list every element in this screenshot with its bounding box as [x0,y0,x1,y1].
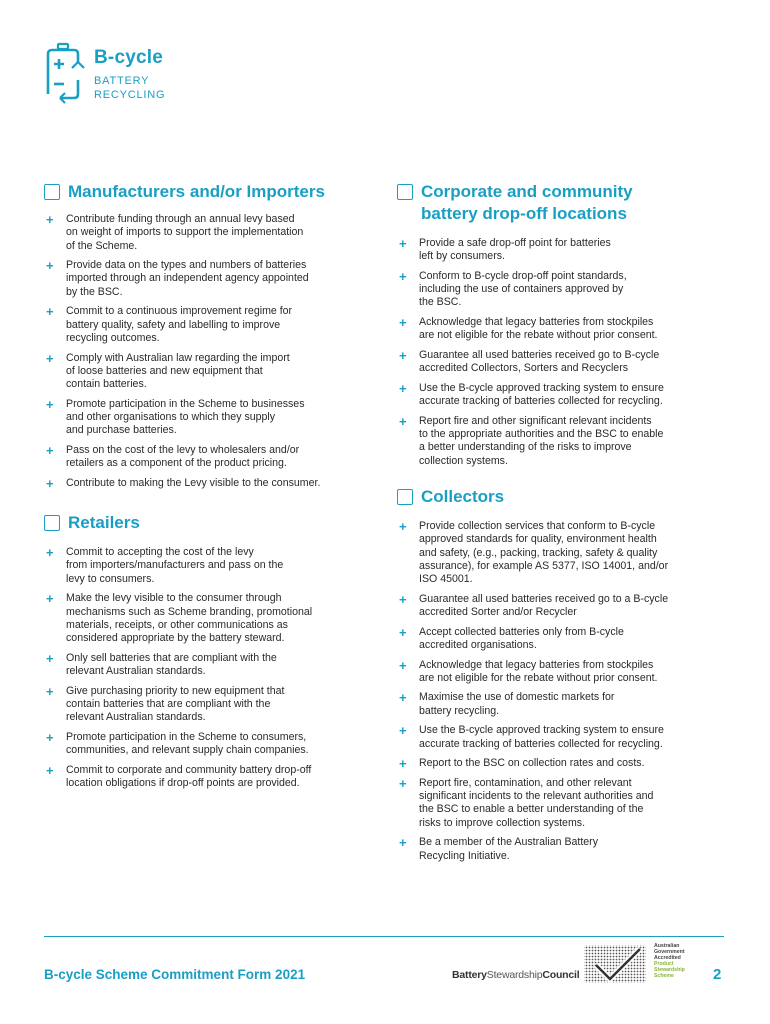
plus-bullet-icon: + [399,756,407,772]
list-item: + Guarantee all used batteries received go to B-cycle accredited Collectors, Sorters and Recyclers [399,347,660,375]
plus-bullet-icon: + [46,442,54,458]
checkbox-icon[interactable] [397,184,413,200]
section-heading [44,181,374,203]
list-item: + Comply with Australian law regarding the import of loose batteries and new equipment that contain batteries. [46,350,290,391]
plus-bullet-icon: + [399,624,407,640]
government-accreditation-text: Australian Government Accredited Product Stewardship Scheme [654,943,685,979]
section-heading [397,486,727,508]
section-title: Corporate and community battery drop-off locations [421,182,633,223]
plus-bullet-icon: + [46,762,54,778]
plus-bullet-icon: + [46,683,54,699]
list-item: + Accept collected batteries only from B-cycle accredited organisations. [399,624,624,651]
checkbox-icon[interactable] [44,184,60,200]
footer-title: B-cycle Scheme Commitment Form 2021 [44,967,306,982]
plus-bullet-icon: + [399,347,407,363]
list-item: + Use the B-cycle approved tracking system to ensure accurate tracking of batteries collected for recycling. [399,723,664,750]
plus-bullet-icon: + [46,591,54,607]
item-list [397,237,727,468]
item-list [44,213,374,490]
section-retailers [44,512,374,790]
checkbox-icon[interactable] [397,489,413,505]
right-column [397,181,727,869]
list-item: + Promote participation in the Scheme to businesses and other organisations to which they supply and purchase batteries. [46,396,305,437]
list-item: + Make the levy visible to the consumer through mechanisms such as Scheme branding, promotional materials, receipts, or other communications as considered appropriate by the battery steward. [46,591,313,645]
list-item: + Guarantee all used batteries received go to a B-cycle accredited Sorter and/or Recycler [399,591,669,619]
plus-bullet-icon: + [399,775,407,791]
plus-bullet-icon: + [46,545,54,561]
list-item: + Commit to a continuous improvement regime for battery quality, safety and labelling to improve recycling outcomes. [46,304,293,344]
bsc-logo-text: BatteryStewardshipCouncil [452,969,580,981]
checkbox-icon[interactable] [44,515,60,531]
list-item: + Conform to B-cycle drop-off point standards, including the use of containers approved by the BSC. [399,268,627,309]
section-title: Manufacturers and/or Importers [68,182,325,201]
section-collectors [397,486,727,863]
list-item: + Contribute to making the Levy visible to the consumer. [46,475,321,491]
footer-divider [44,936,724,937]
list-item: + Provide collection services that conform to B-cycle approved standards for quality, environment health and safety, (e.g., packing, tracking, safety & quality assurance), for example AS 5377, ISO 14001, and/or ISO 45001. [399,518,669,586]
plus-bullet-icon: + [399,690,407,706]
item-list [397,520,727,863]
bcycle-logo [44,40,204,106]
battery-recycle-logo-icon [44,40,92,106]
list-item: + Use the B-cycle approved tracking system to ensure accurate tracking of batteries collected for recycling. [399,380,664,408]
plus-bullet-icon: + [46,304,54,320]
left-column [44,181,374,797]
plus-bullet-icon: + [46,729,54,745]
plus-bullet-icon: + [399,518,407,534]
page-number: 2 [713,966,722,983]
list-item: + Provide a safe drop-off point for batteries left by consumers. [399,236,611,263]
logo-subtitle-line2: RECYCLING [94,89,166,101]
government-accreditation-badge [582,943,712,985]
list-item: + Pass on the cost of the levy to wholesalers and/or retailers as a component of the product pricing. [46,442,300,470]
logo-subtitle-line1: BATTERY [94,75,150,87]
list-item: + Acknowledge that legacy batteries from stockpiles are not eligible for the rebate without prior consent. [399,657,658,684]
plus-bullet-icon: + [399,413,407,429]
section-corporate [397,181,727,468]
list-item: + Report to the BSC on collection rates and costs. [399,756,645,772]
list-item: + Maximise the use of domestic markets for battery recycling. [399,690,615,717]
plus-bullet-icon: + [399,835,407,851]
plus-bullet-icon: + [46,475,54,491]
list-item: + Acknowledge that legacy batteries from stockpiles are not eligible for the rebate without prior consent. [399,315,658,342]
item-list [44,546,374,790]
list-item: + Contribute funding through an annual levy based on weight of imports to support the implementation of the Scheme. [46,212,304,252]
list-item: + Be a member of the Australian Battery Recycling Initiative. [399,835,599,862]
plus-bullet-icon: + [399,268,407,284]
plus-bullet-icon: + [399,591,407,607]
section-heading [397,181,727,225]
section-title: Retailers [68,513,140,533]
list-item: + Report fire and other significant relevant incidents to the appropriate authorities and the BSC to enable a better understanding of the risks to improve collection systems. [399,413,664,467]
plus-bullet-icon: + [46,212,54,227]
list-item: + Promote participation in the Scheme to consumers, communities, and relevant supply chain companies. [46,729,309,757]
plus-bullet-icon: + [46,350,54,366]
list-item: + Give purchasing priority to new equipment that contain batteries that are compliant with the relevant Australian standards. [46,683,285,724]
government-accreditation-check-icon [582,943,650,985]
plus-bullet-icon: + [399,723,407,739]
list-item: + Provide data on the types and numbers of batteries imported through an independent agency appointed by the BSC. [46,258,309,298]
plus-bullet-icon: + [46,396,54,412]
list-item: + Commit to accepting the cost of the levy from importers/manufacturers and pass on the levy to consumers. [46,545,284,585]
list-item: + Report fire, contamination, and other relevant significant incidents to the relevant authorities and the BSC to enable a better understanding of the risks to improve collection systems. [399,775,654,829]
plus-bullet-icon: + [399,315,407,331]
section-heading [44,512,374,534]
list-item: + Only sell batteries that are compliant with the relevant Australian standards. [46,650,277,678]
logo-title: B-cycle [94,47,163,68]
plus-bullet-icon: + [46,258,54,274]
plus-bullet-icon: + [46,650,54,666]
section-manufacturers [44,181,374,490]
plus-bullet-icon: + [399,236,407,251]
plus-bullet-icon: + [399,657,407,673]
plus-bullet-icon: + [399,380,407,396]
list-item: + Commit to corporate and community battery drop-off location obligations if drop-off points are provided. [46,762,312,790]
section-title: Collectors [421,486,505,506]
